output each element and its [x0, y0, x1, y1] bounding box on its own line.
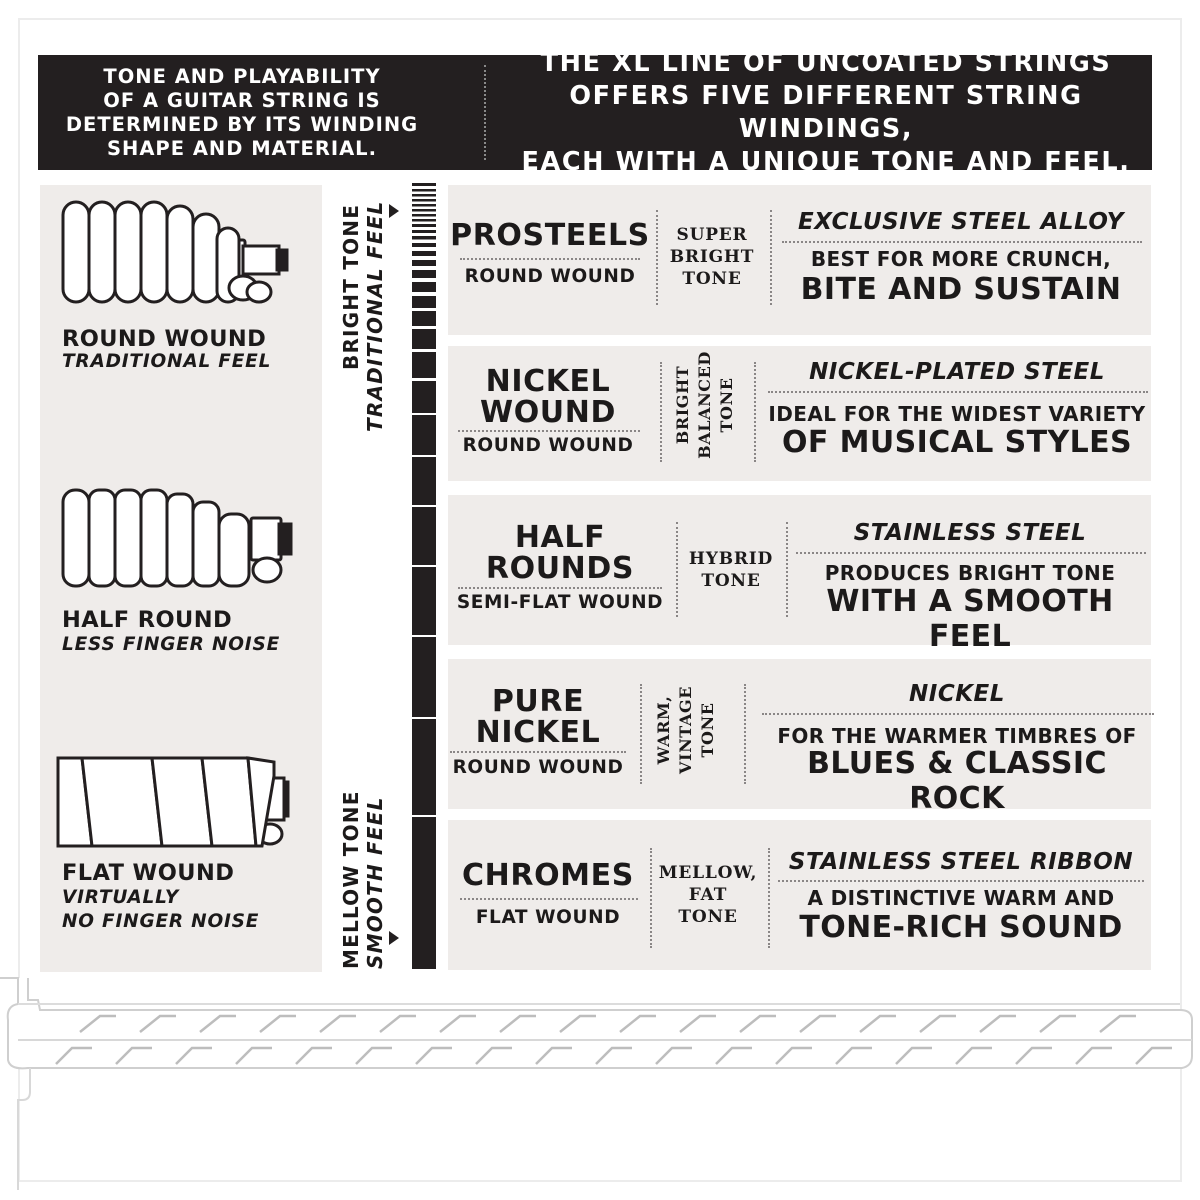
mellow-tone-label: MELLOW TONE [339, 790, 363, 969]
dotted-divider [754, 362, 756, 462]
product-name-line: HALF [514, 520, 606, 555]
winding-type-label: SEMI-FLAT WOUND [456, 592, 664, 613]
bright-tone-label: BRIGHT TONE [339, 203, 363, 370]
product-name-line: NICKEL [475, 715, 601, 750]
dotted-divider [458, 430, 640, 432]
dotted-divider [768, 391, 1148, 393]
dotted-divider [450, 751, 626, 753]
header-headline-line: THE XL LINE OF UNCOATED STRINGS [540, 47, 1112, 78]
product-name: CHROMES [462, 858, 634, 893]
material-label: NICKEL [909, 681, 1005, 707]
tone-line: VINTAGE [676, 685, 695, 775]
header-headline-line: EACH WITH A UNIQUE TONE AND FEEL. [521, 146, 1131, 177]
winding-sublabel: LESS FINGER NOISE [62, 634, 281, 655]
product-name: PROSTEELS [450, 218, 650, 253]
product-name-line: PURE [491, 684, 585, 719]
tone-line: MELLOW, [658, 863, 758, 883]
traditional-feel-label: TRADITIONAL FEEL [363, 200, 387, 432]
header-intro-line: TONE AND PLAYABILITY [103, 64, 381, 88]
dotted-divider [458, 587, 662, 589]
tone-description [652, 862, 764, 928]
header-intro-line: DETERMINED BY ITS WINDING [65, 112, 419, 136]
tone-line: BALANCED [695, 351, 714, 459]
flat-wound-string-illustration [52, 752, 292, 852]
header-headline [500, 47, 1152, 177]
winding-type-label: ROUND WOUND [452, 757, 624, 778]
winding-label: ROUND WOUND [62, 326, 267, 352]
header-intro-line: OF A GUITAR STRING IS [103, 88, 381, 112]
product-description: FOR THE WARMER TIMBRES OF [777, 724, 1137, 748]
product-name-line: WOUND [480, 395, 616, 430]
dotted-divider [770, 210, 772, 305]
material-label: NICKEL-PLATED STEEL [809, 359, 1105, 385]
winding-sublabel: NO FINGER NOISE [62, 911, 260, 932]
tone-line: TONE [682, 269, 742, 289]
product-name [448, 522, 672, 584]
product-highlight: BLUES & CLASSIC ROCK [807, 746, 1107, 816]
dotted-divider [660, 362, 662, 462]
dotted-divider [656, 210, 658, 305]
tone-description [680, 548, 782, 592]
string-winding-band [0, 960, 1200, 1200]
product-highlight: BITE AND SUSTAIN [800, 272, 1122, 307]
product-description: IDEAL FOR THE WIDEST VARIETY [768, 402, 1146, 426]
product-highlight: WITH A SMOOTH FEEL [826, 584, 1114, 654]
dotted-divider [640, 684, 642, 784]
tone-line: TONE [701, 571, 761, 591]
dotted-divider [460, 258, 640, 260]
tone-line: FAT [688, 885, 728, 905]
product-highlight: OF MUSICAL STYLES [781, 425, 1133, 460]
material-label: STAINLESS STEEL RIBBON [788, 849, 1134, 875]
header-intro-line: SHAPE AND MATERIAL. [106, 136, 378, 160]
header-banner [38, 47, 1152, 177]
dotted-divider [676, 522, 678, 617]
half-round-string-illustration [55, 484, 295, 594]
product-highlight: TONE-RICH SOUND [799, 910, 1123, 945]
winding-type-label: FLAT WOUND [475, 907, 621, 928]
tone-line: WARM, [654, 695, 673, 765]
smooth-feel-label: SMOOTH FEEL [363, 796, 387, 969]
product-name-line: ROUNDS [485, 551, 635, 586]
product-name [440, 686, 636, 748]
dotted-divider [762, 713, 1154, 715]
winding-sublabel: TRADITIONAL FEEL [62, 351, 272, 372]
winding-label: HALF ROUND [62, 607, 233, 633]
winding-type-label: ROUND WOUND [464, 266, 636, 287]
tone-scale-bar [412, 183, 436, 969]
header-headline-line: OFFERS FIVE DIFFERENT STRING WINDINGS, [569, 80, 1083, 144]
header-divider [484, 65, 486, 160]
dotted-divider [782, 241, 1142, 243]
arrow-right-icon [389, 931, 399, 945]
arrow-right-icon [389, 204, 399, 218]
dotted-divider [796, 552, 1146, 554]
tone-line: TONE [717, 377, 736, 433]
winding-sublabel: VIRTUALLY [62, 887, 180, 908]
material-label: EXCLUSIVE STEEL ALLOY [798, 209, 1124, 235]
product-description: BEST FOR MORE CRUNCH, [810, 247, 1112, 271]
tone-description [660, 224, 764, 290]
header-intro [38, 55, 446, 170]
winding-label: FLAT WOUND [62, 860, 235, 886]
product-description: A DISTINCTIVE WARM AND [807, 886, 1115, 910]
winding-type-label: ROUND WOUND [462, 435, 634, 456]
dotted-divider [786, 522, 788, 617]
product-description: PRODUCES BRIGHT TONE [824, 561, 1116, 585]
tone-line: HYBRID [688, 549, 774, 569]
dotted-divider [778, 880, 1144, 882]
tone-line: TONE [698, 702, 717, 758]
dotted-divider [744, 684, 746, 784]
product-name-line: NICKEL [485, 364, 611, 399]
tone-line: TONE [678, 907, 738, 927]
product-name [448, 366, 648, 428]
dotted-divider [768, 848, 770, 948]
dotted-divider [460, 898, 638, 900]
tone-line: BRIGHT [669, 247, 755, 267]
tone-line: BRIGHT [673, 365, 692, 445]
round-wound-string-illustration [55, 192, 295, 312]
material-label: STAINLESS STEEL [853, 520, 1087, 546]
tone-line: SUPER [676, 225, 748, 245]
